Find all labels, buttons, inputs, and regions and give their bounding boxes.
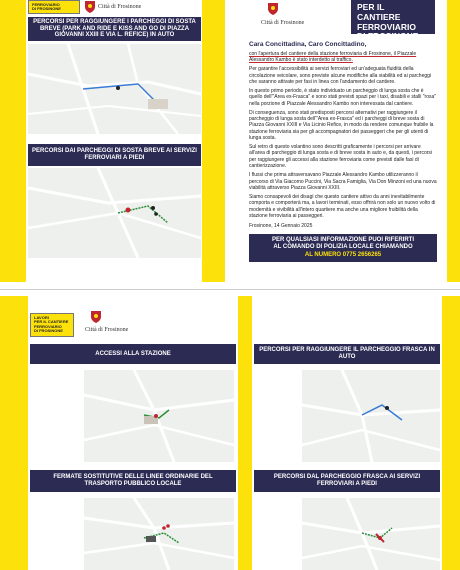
- p2-yellow-stripe-left: [0, 296, 28, 570]
- flyer-page-2: [0, 296, 460, 570]
- bar-percorsi-auto: PERCORSI PER RAGGIUNGERE I PARCHEGGI DI SOSTA BREVE (PARK AND RIDE E KISS AND GO DI PIAZZA GIOVANNI XXIII E VIA L. REFICE) IN AUTO: [28, 17, 201, 41]
- frosinone-crest-icon: [90, 310, 102, 324]
- frosinone-crest-icon: [267, 2, 279, 16]
- map-accessi-stazione: [84, 370, 234, 462]
- letter-body: con l'apertura del cantiere della stazione ferroviaria di Frosinone, il Piazzale Alessandro Kambo è stato interdetto al traffico. Per garantire l'accessibilità ai servizi ferroviari ed un'adeguata fluidità della circolazione veicolare, sono previste alcune modifiche alla viabilità ed ai parcheggi che saranno attivate per fasi in linea con l'andamento del cantiere. In questo primo periodo, è stato individuato un parcheggio di lunga sosta che è quello dell'"Area ex-Frasca" e sono stati previsti spazi per i taxi, disabili e stalli "rosa" nella porzione di Piazzale Alessandro Kambo non interessata dal cantiere. Di conseguenza, sono stati predisposti percorsi alternativi per raggiungere il parcheggio di lunga sosta dell'"Area ex-Frasca" ed i parcheggi di breve sosta di Piazza Giovanni XXIII e Via Licinio Refice, in modo da rendere comunque fruibile la stazione ferroviaria sia per gli accompagnatori dei passeggeri che per gli utenti di lunga sosta. Sul retro di questo volantino sono descritti graficamente i percorsi per arrivare all'area di parcheggio di lunga sosta e di breve sosta in auto e, da questi, i percorsi per raggiungere gli accessi alla stazione ferroviaria come previsti dalle fasi di cantierizzazione. I flussi che prima attraversavano Piazzale Alessandro Kambo utilizzeranno il percorso di Via Giacomo Puccini, Via Sacra Famiglia, Via Don Minzoni ed una nuova viabilità attraverso Piazza Giovanni XXIII. Siamo consapevoli dei disagi che questo cantiere attivo da anni inevitabilmente comporta e comporterà ma, a lavori terminati, esso offrirà non solo un nuovo volto di modernità e vivibilità all'intero quartiere ma anche una migliore fruibilità della stazione ferroviaria ai passeggeri.: [249, 51, 437, 219]
- cantiere-tag: LAVORI PER IL CANTIERE FERROVIARIO DI FROSINONE: [30, 313, 74, 337]
- title-box: PER IL CANTIERE FERROVIARIO DI FROSINONE: [351, 0, 435, 34]
- p2-yellow-stripe-right: [442, 296, 460, 570]
- p2-yellow-stripe-mid: [238, 296, 252, 570]
- map-parcheggi-breve: [28, 44, 201, 134]
- right-yellow-stripe-right: [447, 0, 460, 282]
- bar-fermate-sostitutive: FERMATE SOSTITUTIVE DELLE LINEE ORDINARIE DEL TRASPORTO PUBBLICO LOCALE: [30, 470, 236, 492]
- city-name: Città di Frosinone: [98, 4, 142, 10]
- city-name: Città di Frosinone: [85, 327, 129, 333]
- city-name: Città di Frosinone: [261, 20, 305, 26]
- page-divider: [0, 289, 460, 290]
- map-fermate-sostitutive: [84, 498, 234, 570]
- left-panel: [0, 0, 213, 282]
- left-yellow-stripe: [0, 0, 26, 282]
- map-percorsi-frasca-auto: [302, 370, 440, 462]
- right-yellow-stripe-left: [213, 0, 225, 282]
- map-percorsi-piedi: [28, 168, 201, 258]
- bar-percorsi-frasca-piedi: PERCORSI DAL PARCHEGGIO FRASCA AI SERVIZI FERROVIARI A PIEDI: [254, 470, 440, 492]
- letter-date: Frosinone, 14 Gennaio 2025: [249, 223, 313, 229]
- greeting: Cara Concittadina, Caro Concittadino,: [249, 41, 367, 48]
- bar-percorsi-frasca-auto: PERCORSI PER RAGGIUNGERE IL PARCHEGGIO FRASCA IN AUTO: [254, 344, 440, 364]
- bar-percorsi-piedi: PERCORSI DAI PARCHEGGI DI SOSTA BREVE AI SERVIZI FERROVIARI A PIEDI: [28, 144, 201, 166]
- map-percorsi-frasca-piedi: [302, 498, 440, 570]
- info-box: PER QUALSIASI INFORMAZIONE PUOI RIFERIRTI AL COMANDO DI POLIZIA LOCALE CHIAMANDO AL NUMERO 0775 2656265: [249, 234, 437, 262]
- right-panel: [213, 0, 460, 282]
- left-yellow-right-stripe: [202, 0, 213, 282]
- frosinone-crest-icon: [84, 0, 96, 14]
- cantiere-tag: FERROVIARIO DI FROSINONE: [28, 0, 80, 14]
- bar-accessi-stazione: ACCESSI ALLA STAZIONE: [30, 344, 236, 364]
- flyer-page-1: [0, 0, 460, 284]
